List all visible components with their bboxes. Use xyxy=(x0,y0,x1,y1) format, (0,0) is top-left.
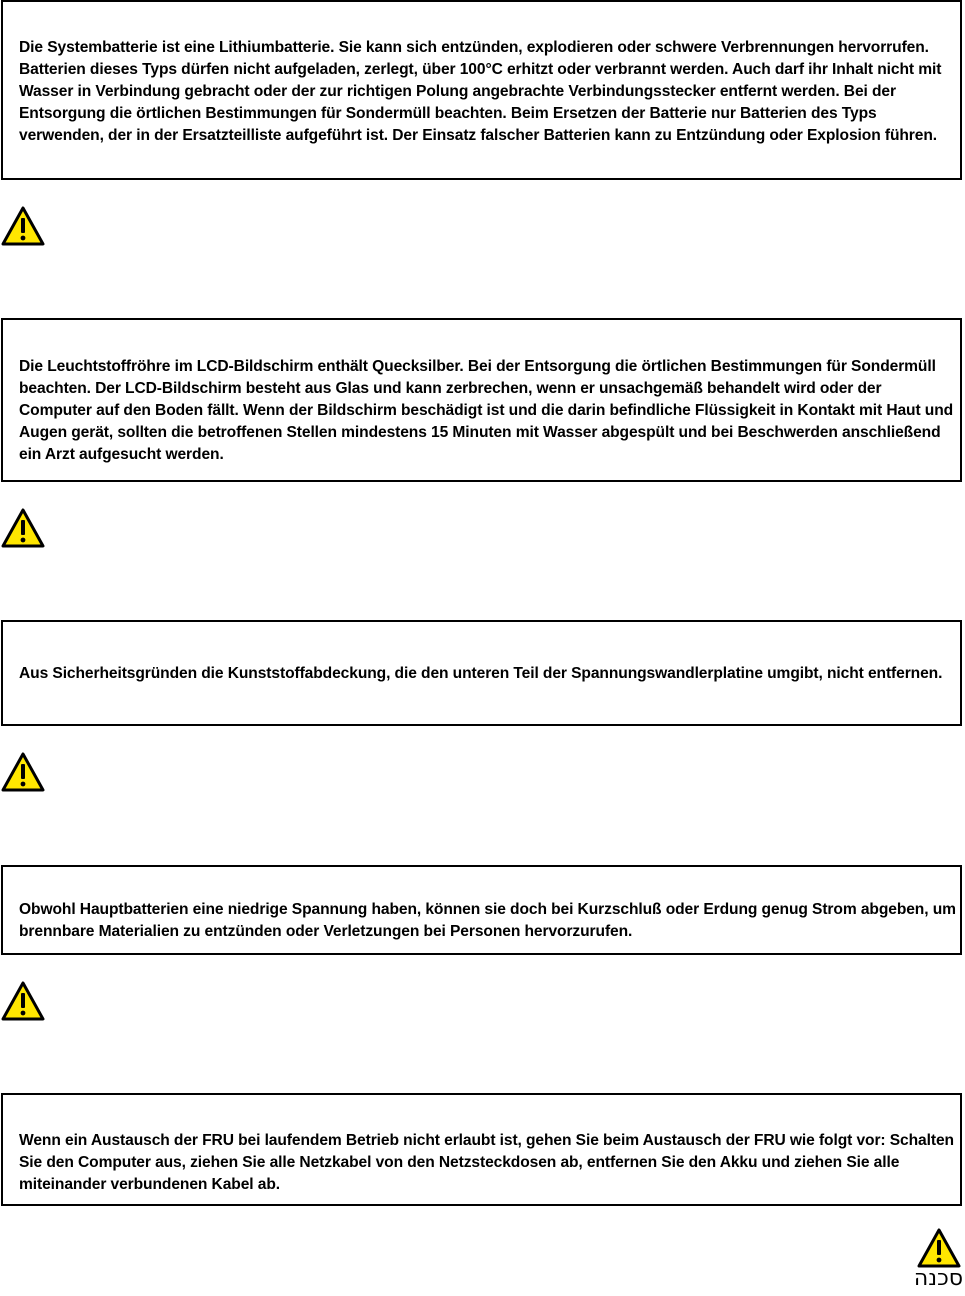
notice-box-main-battery xyxy=(1,865,962,955)
notice-box-lithium-battery xyxy=(1,0,962,180)
notice-box-lcd-mercury xyxy=(1,318,962,482)
warning-triangle-icon xyxy=(1,206,45,246)
warning-triangle-icon xyxy=(1,752,45,792)
notice-text: Die Leuchtstoffröhre im LCD-Bildschirm enthält Quecksilber. Bei der Entsorgung die örtlichen Bestimmungen für Sondermüll beachten. Der LCD-Bildschirm besteht aus Glas und kann zerbrechen, wenn er unsachgemäß behandelt wird oder der Computer auf den Boden fällt. Wenn der Bildschirm beschädigt ist und die darin befindliche Flüssigkeit in Kontakt mit Haut und Augen gerät, sollten die betroffenen Stellen mindestens 15 Minuten mit Wasser abgespült und bei Beschwerden anschließend ein Arzt aufgesucht werden. xyxy=(19,358,954,463)
warning-triangle-icon xyxy=(1,981,45,1021)
warning-triangle-icon xyxy=(917,1228,961,1268)
notice-text: Die Systembatterie ist eine Lithiumbatterie. Sie kann sich entzünden, explodieren oder schwere Verbrennungen hervorrufen. Batterien dieses Typs dürfen nicht aufgeladen, zerlegt, über 100°C erhitzt oder verbrannt werden. Auch darf ihr Inhalt nicht mit Wasser in Verbindung gebracht oder der zur richtigen Polung angebrachte Verbindungsstecker entfernt werden. Bei der Entsorgung die örtlichen Bestimmungen für Sondermüll beachten. Beim Ersetzen der Batterie nur Batterien des Typs verwenden, der in der Ersatzteilliste aufgeführt ist. Der Einsatz falscher Batterien kann zu Entzündung oder Explosion führen. xyxy=(19,39,942,144)
warning-triangle-icon xyxy=(1,508,45,548)
notice-text: Obwohl Hauptbatterien eine niedrige Spannung haben, können sie doch bei Kurzschluß oder Erdung genug Strom abgeben, um brennbare Materialien zu entzünden oder Verletzungen bei Personen hervorzurufen. xyxy=(19,901,956,940)
notice-box-plastic-cover xyxy=(1,620,962,726)
notice-text: Wenn ein Austausch der FRU bei laufendem Betrieb nicht erlaubt ist, gehen Sie beim Austausch der FRU wie folgt vor: Schalten Sie den Computer aus, ziehen Sie alle Netzkabel von den Netzsteckdosen ab, entfernen Sie den Akku und ziehen Sie alle miteinander verbundenen Kabel ab. xyxy=(19,1132,954,1193)
caution-label-hebrew: סכנה xyxy=(913,1266,963,1291)
notice-text: Aus Sicherheitsgründen die Kunststoffabdeckung, die den unteren Teil der Spannungswandlerplatine umgibt, nicht entfernen. xyxy=(19,665,943,682)
notice-box-fru-replacement xyxy=(1,1093,962,1206)
